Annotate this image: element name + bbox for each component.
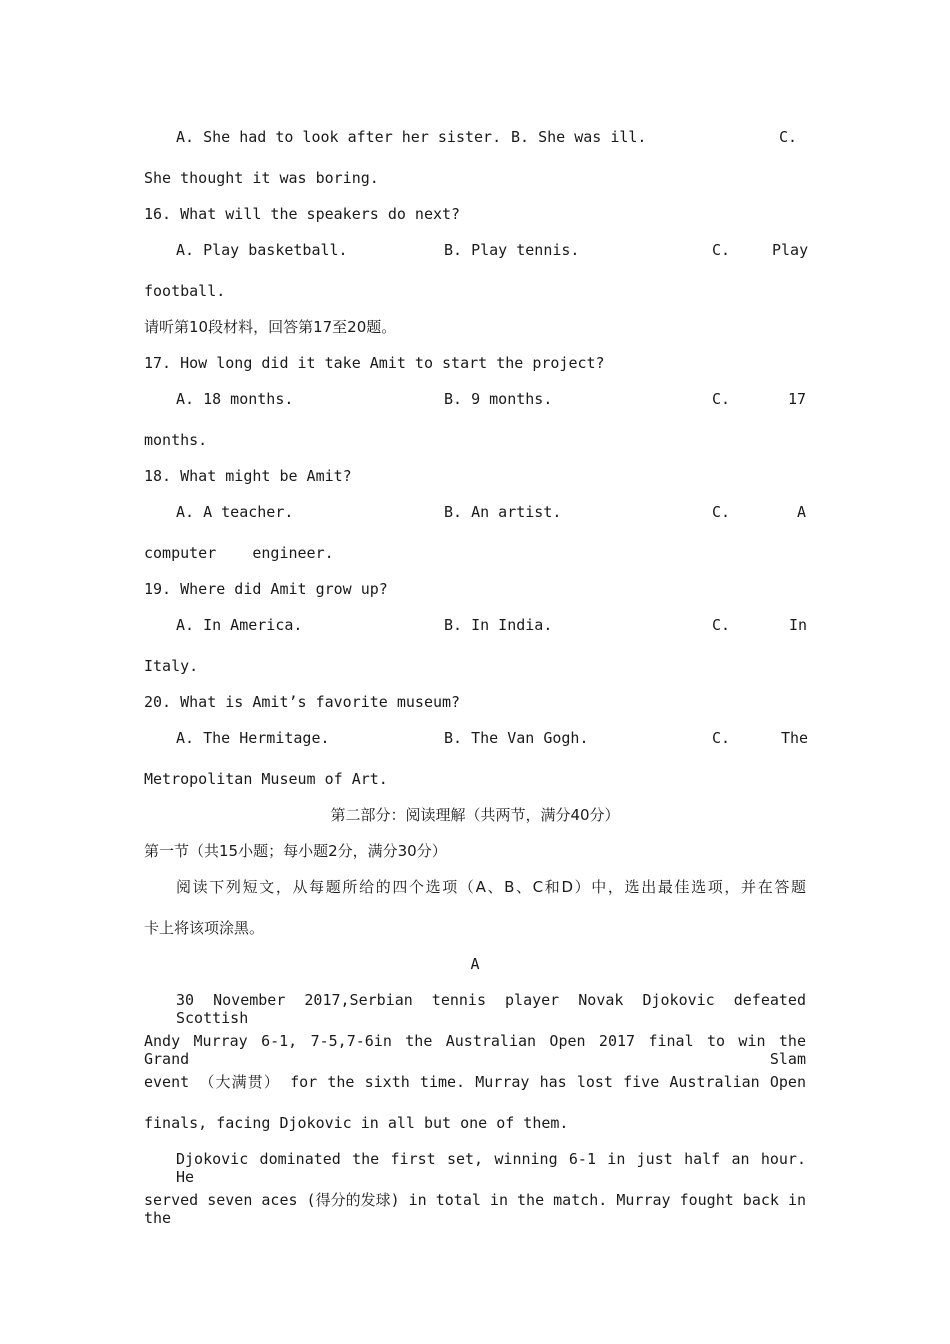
q20-option-c-head: The (781, 729, 809, 747)
q19-option-c-tail: Italy. (144, 657, 199, 675)
passage-p2-line1: Djokovic dominated the first set, winning 6-1 in just half an hour. He (176, 1150, 806, 1186)
q20-option-c-tail: Metropolitan Museum of Art. (144, 770, 388, 788)
q18-option-a: A. A teacher. (176, 503, 294, 521)
q15-option-b: B. She was ill. (511, 128, 647, 146)
q17-option-c-tail: months. (144, 431, 208, 449)
q18-option-c-tail: computer engineer. (144, 544, 334, 562)
q17-option-a: A. 18 months. (176, 390, 294, 408)
q16-option-c-letter: C. (712, 241, 731, 259)
q16-question: 16. What will the speakers do next? (144, 205, 461, 223)
passage-label: A (470, 955, 480, 973)
q20-option-c-letter: C. (712, 729, 731, 747)
q17-option-b: B. 9 months. (444, 390, 553, 408)
passage-p1-line1: 30 November 2017,Serbian tennis player Novak Djokovic defeated Scottish (176, 991, 806, 1027)
q19-question: 19. Where did Amit grow up? (144, 580, 388, 598)
q17-option-c-head: 17 (788, 390, 807, 408)
instruction-passage-10: 请听第10段材料，回答第17至20题。 (144, 318, 397, 336)
q19-option-a: A. In America. (176, 616, 303, 634)
q18-option-b: B. An artist. (444, 503, 562, 521)
q17-question: 17. How long did it take Amit to start the project? (144, 354, 605, 372)
q18-question: 18. What might be Amit? (144, 467, 352, 485)
passage-p1-line3: event （大满贯） for the sixth time. Murray has lost five Australian Open (144, 1073, 806, 1091)
section1-title: 第一节（共15小题；每小题2分，满分30分） (144, 842, 447, 860)
q19-option-c-head: In (789, 616, 808, 634)
part2-title: 第二部分：阅读理解（共两节，满分40分） (330, 806, 620, 824)
q15-option-c-text: She thought it was boring. (144, 169, 379, 187)
q15-option-c-letter: C. (779, 128, 798, 146)
q19-option-c-letter: C. (712, 616, 731, 634)
q20-option-b: B. The Van Gogh. (444, 729, 589, 747)
q18-option-c-head: A (797, 503, 807, 521)
q16-option-b: B. Play tennis. (444, 241, 580, 259)
passage-p1-line4: finals, facing Djokovic in all but one of them. (144, 1114, 569, 1132)
q16-option-c-tail: football. (144, 282, 226, 300)
q15-option-a: A. She had to look after her sister. (176, 128, 502, 146)
passage-p2-line2: served seven aces (得分的发球) in total in the match. Murray fought back in the (144, 1191, 807, 1227)
q20-option-a: A. The Hermitage. (176, 729, 330, 747)
passage-p1-line2: Andy Murray 6-1, 7-5,7-6in the Australian Open 2017 final to win the Grand Slam (144, 1032, 806, 1068)
q16-option-a: A. Play basketball. (176, 241, 348, 259)
q20-question: 20. What is Amit’s favorite museum? (144, 693, 461, 711)
section1-instruction-line1: 阅读下列短文，从每题所给的四个选项（A、B、C和D）中，选出最佳选项，并在答题 (176, 878, 806, 896)
q18-option-c-letter: C. (712, 503, 731, 521)
q16-option-c-head: Play (772, 241, 809, 259)
q17-option-c-letter: C. (712, 390, 731, 408)
q19-option-b: B. In India. (444, 616, 553, 634)
section1-instruction-line2: 卡上将该项涂黑。 (144, 919, 265, 937)
